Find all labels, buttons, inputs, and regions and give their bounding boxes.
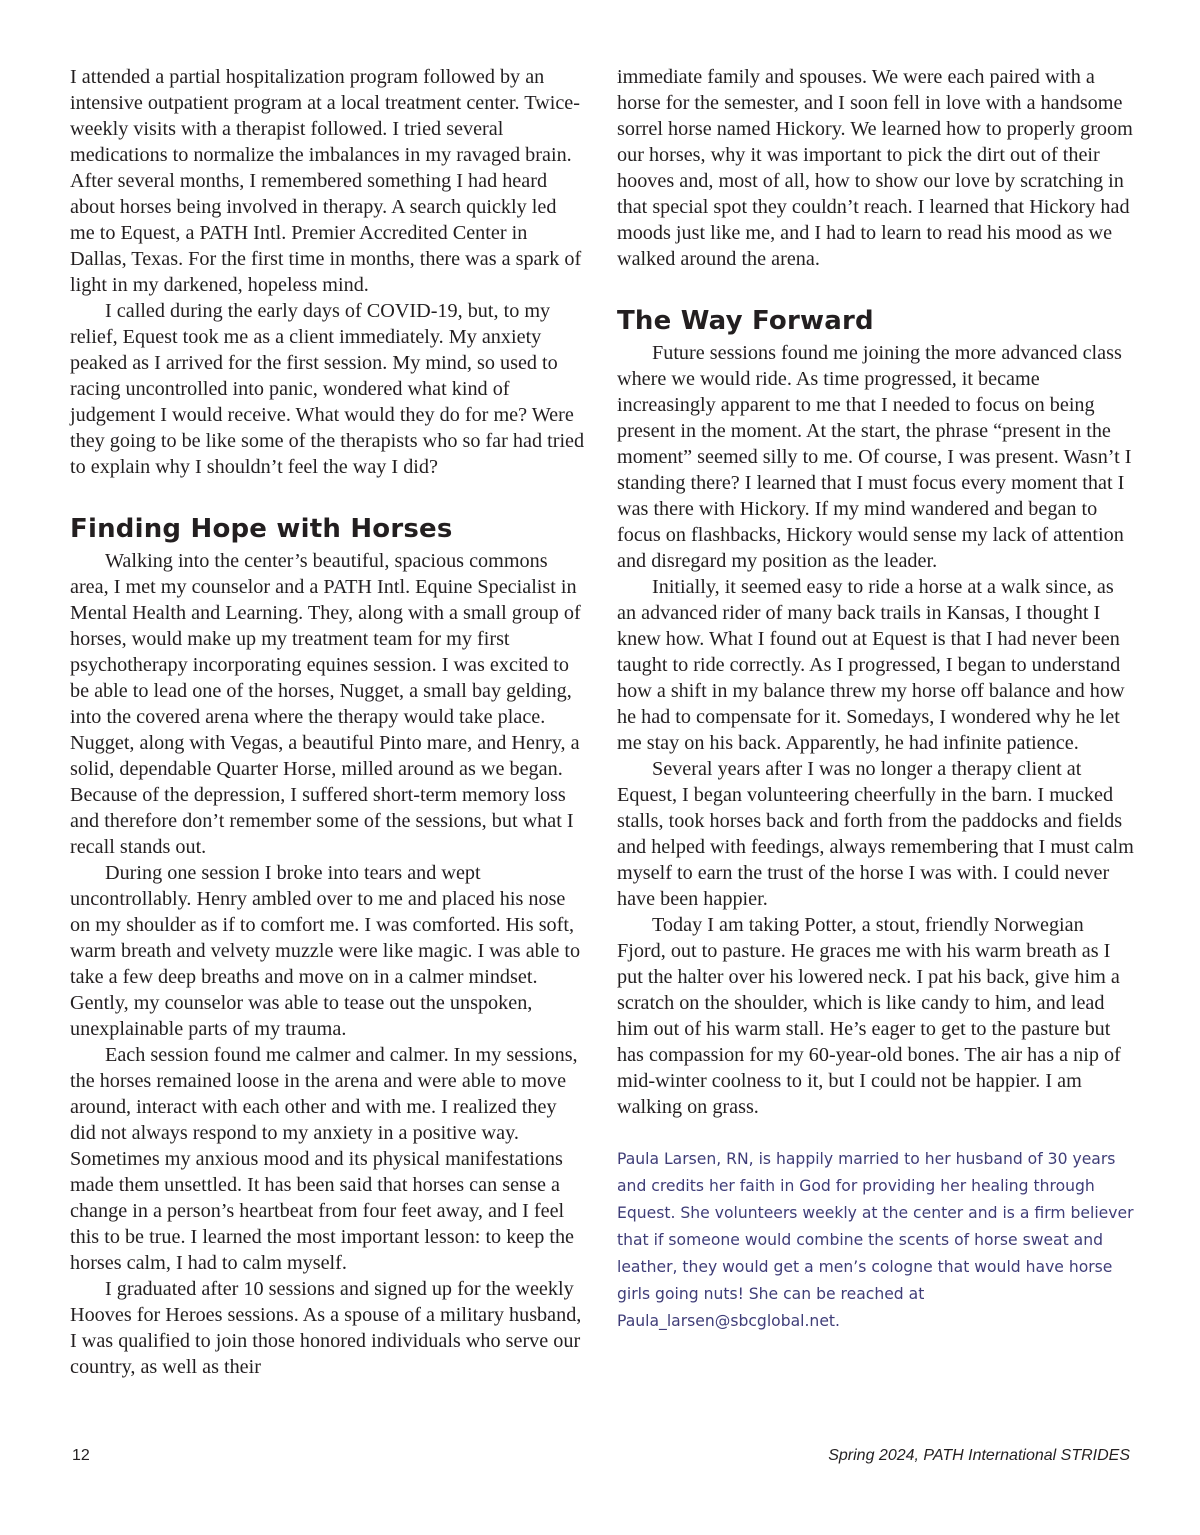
right-column <box>617 64 1135 1335</box>
author-bio: Paula Larsen, RN, is happily married to her husband of 30 years and credits her faith in God for providing her healing through Equest. She volunteers weekly at the center and is a firm believer that if someone would combine the scents of horse sweat and leather, they would get a men’s cologne that would have horse girls going nuts! She can be reached at Paula_larsen@sbcglobal.net. <box>617 1150 1134 1330</box>
publication-title: Spring 2024, PATH International STRIDES <box>828 1447 1130 1464</box>
body-paragraph: Today I am taking Potter, a stout, friendly Norwegian Fjord, out to pasture. He graces me with his warm breath as I put the halter over his lowered neck. I pat his back, give him a scratch on the shoulder, which is like candy to him, and lead him out of his warm stall. He’s eager to get to the pasture but has compassion for my 60-year-old bones. The air has a nip of mid-winter coolness to it, but I could not be happier. I am walking on grass. <box>617 914 1121 1118</box>
body-paragraph: Each session found me calmer and calmer. In my sessions, the horses remained loose in the arena and were able to move around, interact with each other and with me. I realized they did not always respond to my anxiety in a positive way. Sometimes my anxious mood and its physical manifestations made them unsettled. It has been said that horses can sense a change in a person’s heartbeat from four feet away, and I feel this to be true. I learned the most important lesson: to keep the horses calm, I had to calm myself. <box>70 1044 578 1274</box>
section-heading: The Way Forward <box>617 306 874 336</box>
body-paragraph: Walking into the center’s beautiful, spacious commons area, I met my counselor and a PATH Intl. Equine Specialist in Mental Health and Learning. They, along with a small group of horses, would make up my treatment team for my first psychotherapy incorporating equines session. I was excited to be able to lead one of the horses, Nugget, a small bay gelding, into the covered arena where the therapy would take place. Nugget, along with Vegas, a beautiful Pinto mare, and Henry, a solid, dependable Quarter Horse, milled around as we began. Because of the depression, I suffered short-term memory loss and therefore don’t remember some of the sessions, but what I recall stands out. <box>70 550 581 858</box>
body-paragraph: Initially, it seemed easy to ride a horse at a walk since, as an advanced rider of many back trails in Kansas, I thought I knew how. What I found out at Equest is that I had never been taught to ride correctly. As I progressed, I began to understand how a shift in my balance threw my horse off balance and how he had to compensate for it. Somedays, I wondered why he let me stay on his back. Apparently, he had infinite patience. <box>617 576 1125 754</box>
body-paragraph: During one session I broke into tears and wept uncontrollably. Henry ambled over to me and placed his nose on my shoulder as if to comfort me. I was comforted. His soft, warm breath and velvety muzzle were like magic. I was able to take a few deep breaths and move on in a calmer mindset. Gently, my counselor was able to tease out the unspoken, unexplainable parts of my trauma. <box>70 862 581 1040</box>
page-number: 12 <box>72 1447 90 1464</box>
body-paragraph: I graduated after 10 sessions and signed up for the weekly Hooves for Heroes sessions. As a spouse of a military husband, I was qualified to join those honored individuals who serve our country, as well as their <box>70 1278 582 1378</box>
body-paragraph: I called during the early days of COVID-19, but, to my relief, Equest took me as a client immediately. My anxiety peaked as I arrived for the first session. My mind, so used to racing uncontrolled into panic, wondered what kind of judgement I would receive. What would they do for me? Were they going to be like some of the therapists who so far had tried to explain why I shouldn’t feel the way I did? <box>70 300 585 478</box>
body-paragraph: Several years after I was no longer a therapy client at Equest, I began volunteering cheerfully in the barn. I mucked stalls, took horses back and forth from the paddocks and fields and helped with feedings, always remembering that I must calm myself to earn the trust of the horse I was with. I could never have been happier. <box>617 758 1134 910</box>
body-paragraph: Future sessions found me joining the more advanced class where we would ride. As time progressed, it became increasingly apparent to me that I needed to focus on being present in the moment. At the start, the phrase “present in the moment” seemed silly to me. Of course, I was present. Wasn’t I standing there? I learned that I must focus every moment that I was there with Hickory. If my mind wandered and began to focus on flashbacks, Hickory would sense my lack of attention and disregard my position as the leader. <box>617 342 1132 572</box>
section-heading: Finding Hope with Horses <box>70 514 453 544</box>
body-paragraph: I attended a partial hospitalization program followed by an intensive outpatient program at a local treatment center. Twice-weekly visits with a therapist followed. I tried several medications to normalize the imbalances in my ravaged brain. After several months, I remembered something I had heard about horses being involved in therapy. A search quickly led me to Equest, a PATH Intl. Premier Accredited Center in Dallas, Texas. For the first time in months, there was a spark of light in my darkened, hopeless mind. <box>70 66 582 296</box>
left-column <box>70 64 586 1380</box>
body-paragraph: immediate family and spouses. We were each paired with a horse for the semester, and I soon fell in love with a handsome sorrel horse named Hickory. We learned how to properly groom our horses, why it was important to pick the dirt out of their hooves and, most of all, how to show our love by scratching in that special spot they couldn’t reach. I learned that Hickory had moods just like me, and I had to learn to read his mood as we walked around the arena. <box>617 66 1133 270</box>
